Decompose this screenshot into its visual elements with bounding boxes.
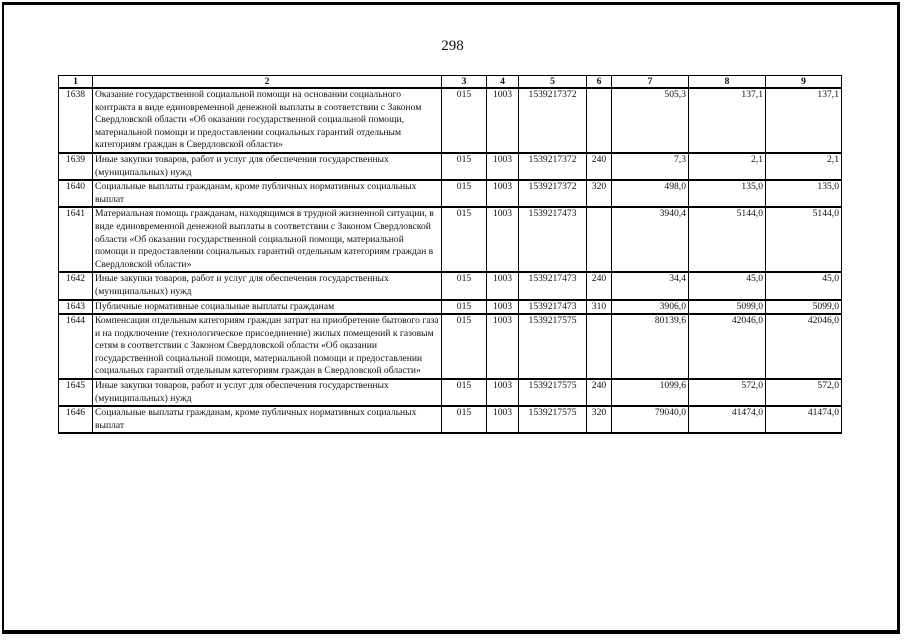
header-col-5: 5 [519,76,587,89]
header-col-6: 6 [587,76,612,89]
row-value-7: 1099,6 [612,379,689,406]
table-row [59,88,842,153]
row-value-9: 135,0 [766,180,842,207]
header-col-3: 3 [442,76,487,89]
row-value-7: 34,4 [612,272,689,299]
row-name: Компенсация отдельным категориям граждан затрат на приобретение бытового газа и на подключение (технологическое присоединение) жилых помещений к газовым сетям в соответствии с Законом Свердловской области «Об оказании государственной социальной помощи, материальной помощи и предоставлении социальных гарантий отдельным категориям граждан в Свердловской области» [93,314,442,379]
header-col-8: 8 [689,76,766,89]
row-code-type [587,207,612,272]
header-row [59,76,842,89]
row-code-article: 1539217575 [519,379,587,406]
row-code-section: 1003 [487,314,519,379]
row-number: 1638 [59,88,93,153]
row-value-8: 572,0 [689,379,766,406]
row-name: Иные закупки товаров, работ и услуг для обеспечения государственных (муниципальных) нужд [93,153,442,180]
row-code-section: 1003 [487,272,519,299]
row-value-9: 41474,0 [766,406,842,433]
row-name: Иные закупки товаров, работ и услуг для обеспечения государственных (муниципальных) нужд [93,379,442,406]
header-col-4: 4 [487,76,519,89]
row-name: Оказание государственной социальной помощи на основании социального контракта в виде единовременной денежной выплаты в соответствии с Законом Свердловской области «Об оказании государственной социальной помощи, материальной помощи и предоставлении социальных гарантий отдельным категориям граждан в Свердловской области» [93,88,442,153]
row-code-type [587,88,612,153]
table-row [59,379,842,406]
table-row [59,153,842,180]
row-code-ministry: 015 [442,379,487,406]
row-value-9: 5099,0 [766,300,842,315]
row-code-article: 1539217473 [519,300,587,315]
row-value-9: 45,0 [766,272,842,299]
row-code-ministry: 015 [442,314,487,379]
row-number: 1645 [59,379,93,406]
row-name: Социальные выплаты гражданам, кроме публичных нормативных социальных выплат [93,406,442,433]
table-row [59,207,842,272]
row-value-9: 137,1 [766,88,842,153]
row-code-ministry: 015 [442,153,487,180]
row-value-8: 41474,0 [689,406,766,433]
row-code-section: 1003 [487,406,519,433]
row-code-type: 320 [587,406,612,433]
row-name: Материальная помощь гражданам, находящимся в трудной жизненной ситуации, в виде единовременной денежной выплаты в соответствии с Законом Свердловской области «Об оказании государственной социальной помощи, материальной помощи и предоставлении социальных гарантий отдельным категориям граждан в Свердловской области» [93,207,442,272]
row-name: Социальные выплаты гражданам, кроме публичных нормативных социальных выплат [93,180,442,207]
row-value-7: 3940,4 [612,207,689,272]
row-code-type: 320 [587,180,612,207]
row-code-article: 1539217372 [519,180,587,207]
row-value-8: 137,1 [689,88,766,153]
table-header [59,76,842,89]
row-code-ministry: 015 [442,88,487,153]
row-number: 1644 [59,314,93,379]
page-number: 298 [441,38,464,54]
row-value-7: 80139,6 [612,314,689,379]
row-code-type: 310 [587,300,612,315]
row-value-7: 498,0 [612,180,689,207]
row-value-8: 2,1 [689,153,766,180]
table-row [59,300,842,315]
row-code-type: 240 [587,272,612,299]
row-code-section: 1003 [487,88,519,153]
table-row [59,272,842,299]
row-number: 1640 [59,180,93,207]
row-value-8: 45,0 [689,272,766,299]
row-code-section: 1003 [487,153,519,180]
table-row [59,406,842,433]
row-code-article: 1539217372 [519,88,587,153]
row-value-8: 5144,0 [689,207,766,272]
table-row [59,314,842,379]
row-code-section: 1003 [487,207,519,272]
row-value-7: 79040,0 [612,406,689,433]
row-code-type: 240 [587,379,612,406]
row-code-ministry: 015 [442,406,487,433]
row-number: 1642 [59,272,93,299]
header-col-7: 7 [612,76,689,89]
row-value-8: 5099,0 [689,300,766,315]
row-code-article: 1539217473 [519,207,587,272]
row-code-ministry: 015 [442,180,487,207]
table-row [59,180,842,207]
table-body [59,88,842,433]
row-name: Публичные нормативные социальные выплаты гражданам [93,300,442,315]
row-code-type: 240 [587,153,612,180]
row-code-section: 1003 [487,379,519,406]
row-code-type [587,314,612,379]
row-value-7: 505,3 [612,88,689,153]
row-number: 1641 [59,207,93,272]
row-code-section: 1003 [487,180,519,207]
row-number: 1643 [59,300,93,315]
row-code-ministry: 015 [442,300,487,315]
row-code-section: 1003 [487,300,519,315]
row-number: 1639 [59,153,93,180]
header-col-2: 2 [93,76,442,89]
header-col-9: 9 [766,76,842,89]
row-value-8: 135,0 [689,180,766,207]
row-code-article: 1539217372 [519,153,587,180]
header-col-1: 1 [59,76,93,89]
row-code-article: 1539217575 [519,314,587,379]
row-number: 1646 [59,406,93,433]
row-value-8: 42046,0 [689,314,766,379]
row-code-article: 1539217473 [519,272,587,299]
row-code-ministry: 015 [442,272,487,299]
row-name: Иные закупки товаров, работ и услуг для обеспечения государственных (муниципальных) нужд [93,272,442,299]
row-value-9: 5144,0 [766,207,842,272]
budget-table [58,75,842,434]
row-code-article: 1539217575 [519,406,587,433]
row-value-9: 2,1 [766,153,842,180]
row-value-9: 42046,0 [766,314,842,379]
row-code-ministry: 015 [442,207,487,272]
row-value-9: 572,0 [766,379,842,406]
row-value-7: 7,3 [612,153,689,180]
row-value-7: 3906,0 [612,300,689,315]
